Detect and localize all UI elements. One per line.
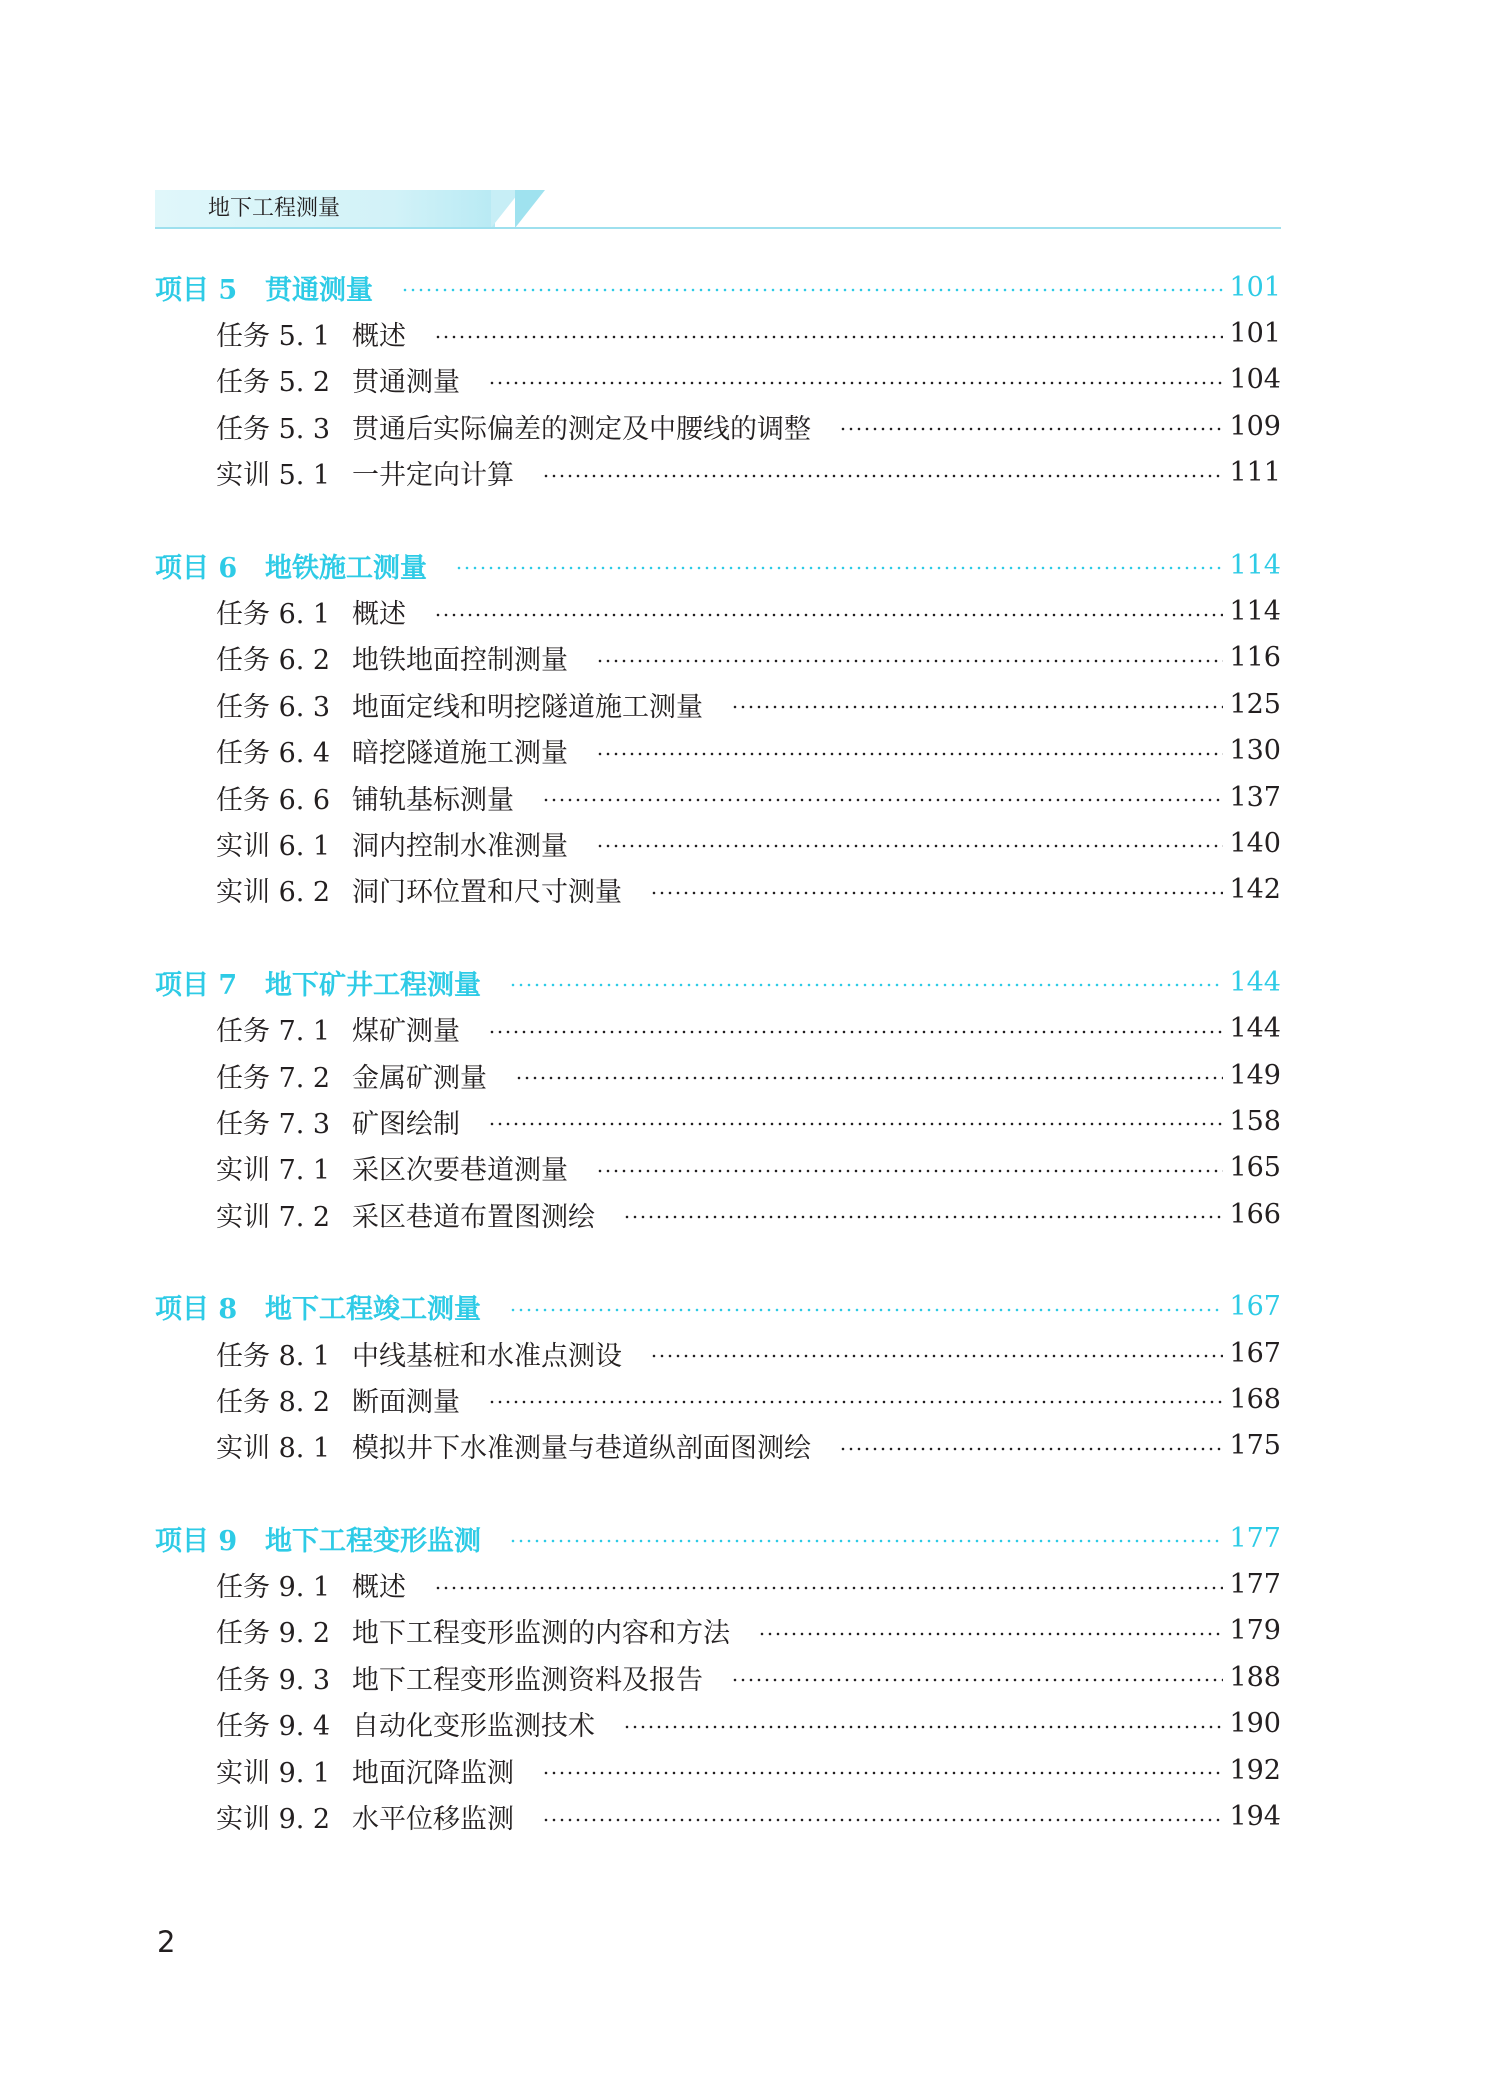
- header-stripe: [515, 190, 545, 228]
- entry-title: 概述: [352, 1572, 406, 1604]
- section-entry[interactable]: [155, 728, 1281, 774]
- dot-leader: [650, 1354, 1223, 1358]
- entry-title: 一井定向计算: [352, 460, 514, 492]
- entry-number: 实训 9. 2: [216, 1804, 331, 1836]
- dot-leader: [434, 335, 1223, 339]
- dot-leader: [839, 1447, 1223, 1451]
- dot-leader: [731, 1678, 1223, 1682]
- section-entry[interactable]: [155, 1608, 1281, 1654]
- dot-leader: [542, 1818, 1223, 1822]
- entry-number: 实训 7. 2: [216, 1201, 331, 1233]
- entry-number: 任务 9. 3: [216, 1664, 331, 1696]
- entry-title: 地面定线和明挖隧道施工测量: [352, 691, 703, 723]
- entry-page: 142: [1229, 874, 1281, 906]
- entry-number: 实训 6. 2: [216, 877, 331, 909]
- entry-page: 177: [1229, 1522, 1281, 1554]
- entry-number: 实训 8. 1: [216, 1433, 331, 1465]
- entry-title: 水平位移监测: [352, 1804, 514, 1836]
- dot-leader: [596, 1169, 1223, 1173]
- chapter-entry[interactable]: [155, 264, 1281, 310]
- entry-title: 地下工程变形监测: [265, 1525, 481, 1557]
- entry-number: 任务 5. 1: [216, 321, 331, 353]
- section-entry[interactable]: [155, 310, 1281, 356]
- section-entry[interactable]: [155, 1747, 1281, 1793]
- entry-number: 任务 6. 4: [216, 738, 331, 770]
- entry-page: 144: [1229, 1013, 1281, 1045]
- chapter-entry[interactable]: [155, 1515, 1281, 1561]
- entry-title: 地下矿井工程测量: [265, 969, 481, 1001]
- entry-page: 114: [1229, 549, 1281, 581]
- entry-title: 自动化变形监测技术: [352, 1711, 595, 1743]
- chapter-entry[interactable]: [155, 1283, 1281, 1329]
- entry-number: 任务 6. 3: [216, 691, 331, 723]
- dot-leader: [596, 844, 1223, 848]
- dot-leader: [515, 1076, 1223, 1080]
- entry-page: 109: [1229, 410, 1281, 442]
- section-entry[interactable]: [155, 820, 1281, 866]
- dot-leader: [401, 288, 1223, 292]
- header-rule: [155, 227, 1281, 229]
- entry-title: 采区巷道布置图测绘: [352, 1201, 595, 1233]
- dot-leader: [623, 1215, 1223, 1219]
- entry-title: 地铁施工测量: [265, 552, 427, 584]
- entry-page: 140: [1229, 827, 1281, 859]
- entry-number: 项目 9: [155, 1525, 238, 1557]
- entry-number: 任务 7. 1: [216, 1016, 331, 1048]
- section-entry[interactable]: [155, 1145, 1281, 1191]
- section-entry[interactable]: [155, 774, 1281, 820]
- section-entry[interactable]: [155, 867, 1281, 913]
- entry-title: 暗挖隧道施工测量: [352, 738, 568, 770]
- entry-page: 194: [1229, 1801, 1281, 1833]
- entry-title: 采区次要巷道测量: [352, 1155, 568, 1187]
- section-entry[interactable]: [155, 1701, 1281, 1747]
- section-entry[interactable]: [155, 1561, 1281, 1607]
- entry-number: 实训 7. 1: [216, 1155, 331, 1187]
- dot-leader: [455, 566, 1223, 570]
- dot-leader: [542, 1771, 1223, 1775]
- dot-leader: [509, 1539, 1223, 1543]
- entry-title: 地下工程变形监测资料及报告: [352, 1664, 703, 1696]
- entry-title: 模拟井下水准测量与巷道纵剖面图测绘: [352, 1433, 811, 1465]
- entry-number: 任务 9. 1: [216, 1572, 331, 1604]
- dot-leader: [623, 1725, 1223, 1729]
- dot-leader: [758, 1632, 1223, 1636]
- entry-title: 概述: [352, 321, 406, 353]
- entry-title: 地下工程竣工测量: [265, 1294, 481, 1326]
- entry-number: 任务 8. 1: [216, 1340, 331, 1372]
- entry-title: 矿图绘制: [352, 1108, 460, 1140]
- section-entry[interactable]: [155, 1654, 1281, 1700]
- entry-number: 任务 7. 2: [216, 1062, 331, 1094]
- entry-page: 165: [1229, 1152, 1281, 1184]
- entry-page: 114: [1229, 596, 1281, 628]
- entry-page: 158: [1229, 1105, 1281, 1137]
- entry-title: 金属矿测量: [352, 1062, 487, 1094]
- section-entry[interactable]: [155, 1793, 1281, 1839]
- running-header: [155, 190, 1281, 228]
- dot-leader: [488, 1122, 1223, 1126]
- dot-leader: [542, 798, 1223, 802]
- entry-number: 任务 5. 2: [216, 367, 331, 399]
- entry-number: 任务 5. 3: [216, 413, 331, 445]
- entry-page: 116: [1229, 642, 1281, 674]
- toc-chapter: [155, 1283, 1281, 1469]
- section-entry[interactable]: [155, 450, 1281, 496]
- entry-page: 188: [1229, 1661, 1281, 1693]
- entry-number: 任务 6. 6: [216, 784, 331, 816]
- dot-leader: [509, 1308, 1223, 1312]
- section-entry[interactable]: [155, 681, 1281, 727]
- entry-number: 项目 5: [155, 274, 238, 306]
- section-entry[interactable]: [155, 403, 1281, 449]
- entry-title: 断面测量: [352, 1386, 460, 1418]
- entry-number: 任务 6. 1: [216, 599, 331, 631]
- chapter-entry[interactable]: [155, 959, 1281, 1005]
- dot-leader: [488, 1400, 1223, 1404]
- entry-page: 167: [1229, 1337, 1281, 1369]
- entry-page: 111: [1229, 457, 1281, 489]
- entry-number: 项目 6: [155, 552, 238, 584]
- dot-leader: [839, 427, 1223, 431]
- table-of-contents: [155, 264, 1281, 1886]
- entry-title: 概述: [352, 599, 406, 631]
- entry-number: 任务 7. 3: [216, 1108, 331, 1140]
- entry-page: 104: [1229, 364, 1281, 396]
- entry-number: 任务 9. 4: [216, 1711, 331, 1743]
- entry-title: 铺轨基标测量: [352, 784, 514, 816]
- entry-page: 192: [1229, 1754, 1281, 1786]
- entry-title: 贯通后实际偏差的测定及中腰线的调整: [352, 413, 811, 445]
- entry-title: 洞门环位置和尺寸测量: [352, 877, 622, 909]
- entry-page: 125: [1229, 688, 1281, 720]
- entry-page: 166: [1229, 1198, 1281, 1230]
- dot-leader: [509, 983, 1223, 987]
- toc-chapter: [155, 542, 1281, 913]
- entry-page: 175: [1229, 1430, 1281, 1462]
- entry-page: 179: [1229, 1615, 1281, 1647]
- dot-leader: [434, 613, 1223, 617]
- section-entry[interactable]: [155, 1191, 1281, 1237]
- section-entry[interactable]: [155, 1330, 1281, 1376]
- dot-leader: [731, 705, 1223, 709]
- entry-number: 任务 8. 2: [216, 1386, 331, 1418]
- entry-title: 地面沉降监测: [352, 1757, 514, 1789]
- section-entry[interactable]: [155, 1098, 1281, 1144]
- section-entry[interactable]: [155, 1376, 1281, 1422]
- header-title: 地下工程测量: [208, 196, 341, 221]
- entry-title: 洞内控制水准测量: [352, 830, 568, 862]
- dot-leader: [650, 891, 1223, 895]
- entry-page: 137: [1229, 781, 1281, 813]
- section-entry[interactable]: [155, 1423, 1281, 1469]
- dot-leader: [434, 1586, 1223, 1590]
- toc-chapter: [155, 1515, 1281, 1840]
- entry-title: 煤矿测量: [352, 1016, 460, 1048]
- entry-page: 130: [1229, 735, 1281, 767]
- entry-number: 实训 5. 1: [216, 460, 331, 492]
- toc-chapter: [155, 959, 1281, 1237]
- entry-page: 101: [1229, 318, 1281, 350]
- entry-page: 190: [1229, 1708, 1281, 1740]
- entry-page: 177: [1229, 1569, 1281, 1601]
- dot-leader: [596, 659, 1223, 663]
- entry-title: 中线基桩和水准点测设: [352, 1340, 622, 1372]
- dot-leader: [488, 381, 1223, 385]
- dot-leader: [542, 474, 1223, 478]
- entry-number: 实训 6. 1: [216, 830, 331, 862]
- entry-number: 任务 6. 2: [216, 645, 331, 677]
- entry-number: 项目 7: [155, 969, 238, 1001]
- entry-page: 144: [1229, 966, 1281, 998]
- entry-number: 实训 9. 1: [216, 1757, 331, 1789]
- section-entry[interactable]: [155, 357, 1281, 403]
- section-entry[interactable]: [155, 635, 1281, 681]
- page-number: 2: [157, 1925, 176, 1959]
- section-entry[interactable]: [155, 1052, 1281, 1098]
- entry-page: 168: [1229, 1383, 1281, 1415]
- entry-number: 项目 8: [155, 1294, 238, 1326]
- dot-leader: [596, 752, 1223, 756]
- entry-title: 地铁地面控制测量: [352, 645, 568, 677]
- entry-number: 任务 9. 2: [216, 1618, 331, 1650]
- entry-page: 101: [1229, 271, 1281, 303]
- entry-title: 地下工程变形监测的内容和方法: [352, 1618, 730, 1650]
- section-entry[interactable]: [155, 1005, 1281, 1051]
- entry-title: 贯通测量: [352, 367, 460, 399]
- toc-chapter: [155, 264, 1281, 496]
- chapter-entry[interactable]: [155, 542, 1281, 588]
- entry-page: 167: [1229, 1291, 1281, 1323]
- dot-leader: [488, 1030, 1223, 1034]
- section-entry[interactable]: [155, 588, 1281, 634]
- entry-page: 149: [1229, 1059, 1281, 1091]
- entry-title: 贯通测量: [265, 274, 373, 306]
